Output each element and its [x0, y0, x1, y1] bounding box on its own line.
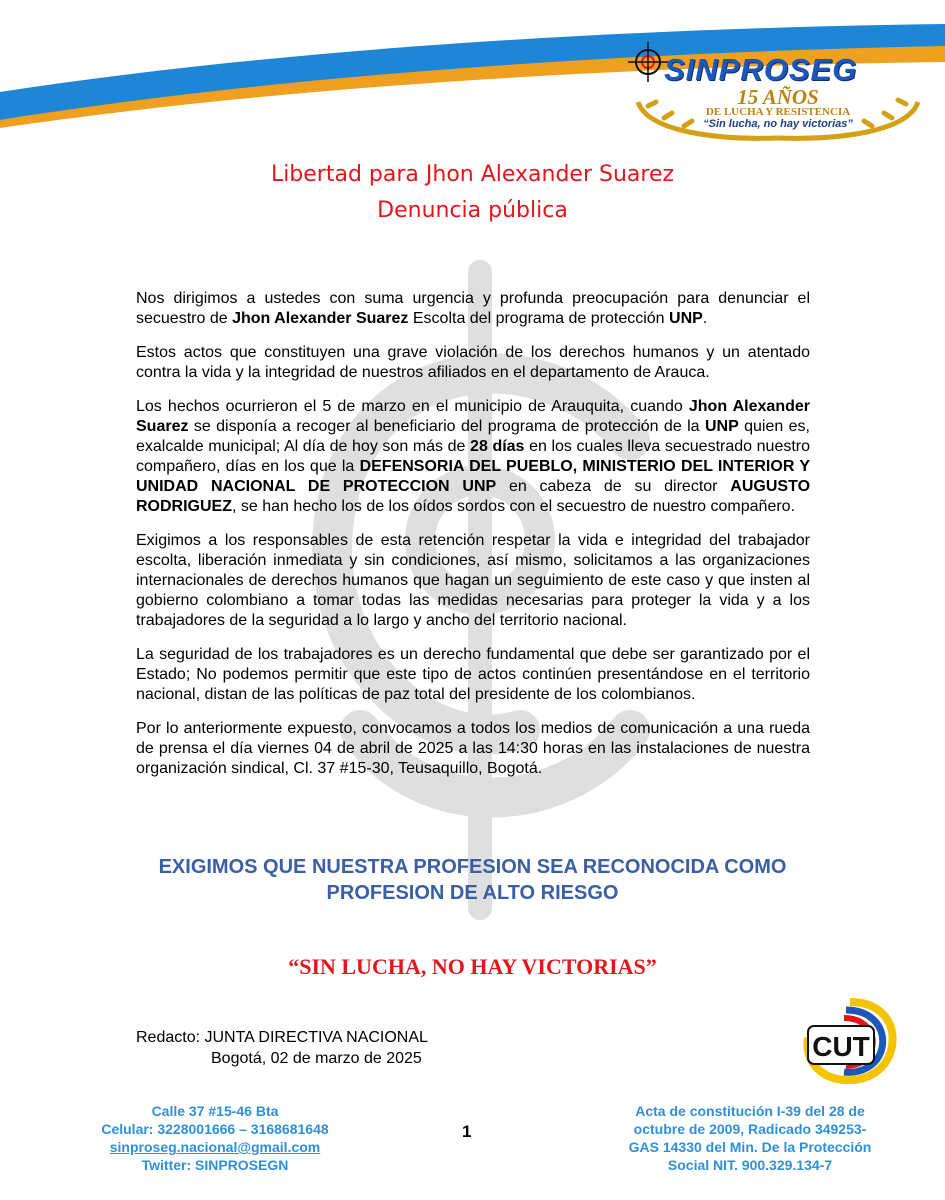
logo-subtitle: DE LUCHA Y RESISTENCIA — [705, 106, 851, 118]
body-text — [136, 289, 810, 793]
footer-address: Calle 37 #15-46 Bta — [151, 1103, 279, 1119]
page-subtitle: Denuncia pública — [377, 198, 568, 223]
paragraph-6: Por lo anteriormente expuesto, convocamos a todos los medios de comunicación a una rueda de prensa el día viernes 04 de abril de 2025 a las 14:30 horas en las instalaciones de nuestra organización sindical, Cl. 37 #15-30, Teusaquillo, Bogotá. — [136, 720, 810, 777]
footer-legal-line-1: Acta de constitución I-39 del 28 de — [635, 1103, 865, 1119]
text: Los hechos ocurrieron el 5 de marzo en el municipio de Arauquita, cuando — [136, 398, 689, 415]
paragraph-2: Estos actos que constituyen una grave violación de los derechos humanos y un atentado contra la vida y la integridad de nuestros afiliados en el departamento de Arauca. — [136, 344, 810, 381]
signature-author: Redacto: JUNTA DIRECTIVA NACIONAL — [136, 1029, 428, 1046]
demand-line-1: EXIGIMOS QUE NUESTRA PROFESION SEA RECONOCIDA COMO — [158, 856, 787, 878]
bold-unp: UNP — [704, 418, 739, 435]
text: en los cuales lleva secuestrado nuestro compañero, días en los que la — [136, 438, 811, 475]
bold-days: 28 días — [470, 438, 525, 455]
footer-legal-line-3: GAS 14330 del Min. De la Protección — [628, 1139, 872, 1155]
text: en cabeza de su director — [496, 478, 731, 495]
paragraph-1 — [136, 289, 810, 329]
slogan: “SIN LUCHA, NO HAY VICTORIAS” — [288, 954, 657, 979]
crosshair-icon — [628, 42, 668, 82]
footer-phone: Celular: 3228001666 – 3168681648 — [101, 1121, 329, 1137]
bold-unp: UNP — [669, 310, 703, 327]
logo-motto: “Sin lucha, no hay victorias” — [703, 118, 853, 130]
paragraph-5: La seguridad de los trabajadores es un derecho fundamental que debe ser garantizado por el Estado; No podemos permitir que este tipo de actos continúen presentándose en el territorio nacional, distan de las políticas de paz total del presidente de los colombianos. — [136, 646, 810, 703]
bold-entities: DEFENSORIA DEL PUEBLO, MINISTERIO DEL INTERIOR Y UNIDAD NACIONAL DE PROTECCION UNP — [136, 458, 810, 495]
bold-name: Jhon Alexander Suarez — [136, 398, 810, 435]
page-number: 1 — [462, 1122, 472, 1141]
bold-director: AUGUSTO RODRIGUEZ — [136, 478, 811, 515]
footer-contact — [50, 1102, 380, 1174]
text: , se han hecho los de los oídos sordos con el secuestro de nuestro compañero. — [232, 498, 796, 515]
footer-email-link[interactable]: sinproseg.nacional@gmail.com — [109, 1139, 321, 1155]
sinproseg-logo — [628, 42, 938, 137]
bold-name: Jhon Alexander Suarez — [232, 310, 409, 327]
footer-legal — [600, 1102, 900, 1174]
demand-line-2: PROFESION DE ALTO RIESGO — [326, 882, 619, 904]
cut-logo — [800, 998, 898, 1084]
text: Nos dirigimos a ustedes con suma urgencia y profunda preocupación para denunciar el secuestro de — [136, 290, 810, 327]
demand-statement — [0, 854, 945, 906]
logo-name: SINPROSEG — [664, 52, 858, 87]
paragraph-4: Exigimos a los responsables de esta retención respetar la vida e integridad del trabajador escolta, liberación inmediata y sin condiciones, así mismo, solicitamos a las organizaciones internacionales de derechos humanos que hagan un seguimiento de este caso y que insten al gobierno colombiano a tomar todas las medidas necesarias para proteger la vida y a los trabajadores de la seguridad a lo largo y ancho del territorio nacional. — [136, 532, 810, 629]
text: Escolta del programa de protección — [408, 310, 670, 327]
footer-legal-line-4: Social NIT. 900.329.134-7 — [667, 1157, 833, 1173]
text: quien es, exalcalde municipal; Al día de hoy son más de — [136, 418, 810, 455]
logo-years: 15 AÑOS — [737, 85, 819, 109]
page-title: Libertad para Jhon Alexander Suarez — [270, 162, 675, 187]
cut-logo-text: CUT — [812, 1031, 870, 1062]
paragraph-3 — [136, 397, 810, 517]
footer-legal-line-2: octubre de 2009, Radicado 349253- — [633, 1121, 867, 1137]
text: se disponía a recoger al beneficiario del programa de protección de la — [188, 418, 705, 435]
text: . — [702, 310, 708, 327]
signature-date: Bogotá, 02 de marzo de 2025 — [211, 1050, 422, 1067]
footer-twitter: Twitter: SINPROSEGN — [141, 1157, 289, 1173]
